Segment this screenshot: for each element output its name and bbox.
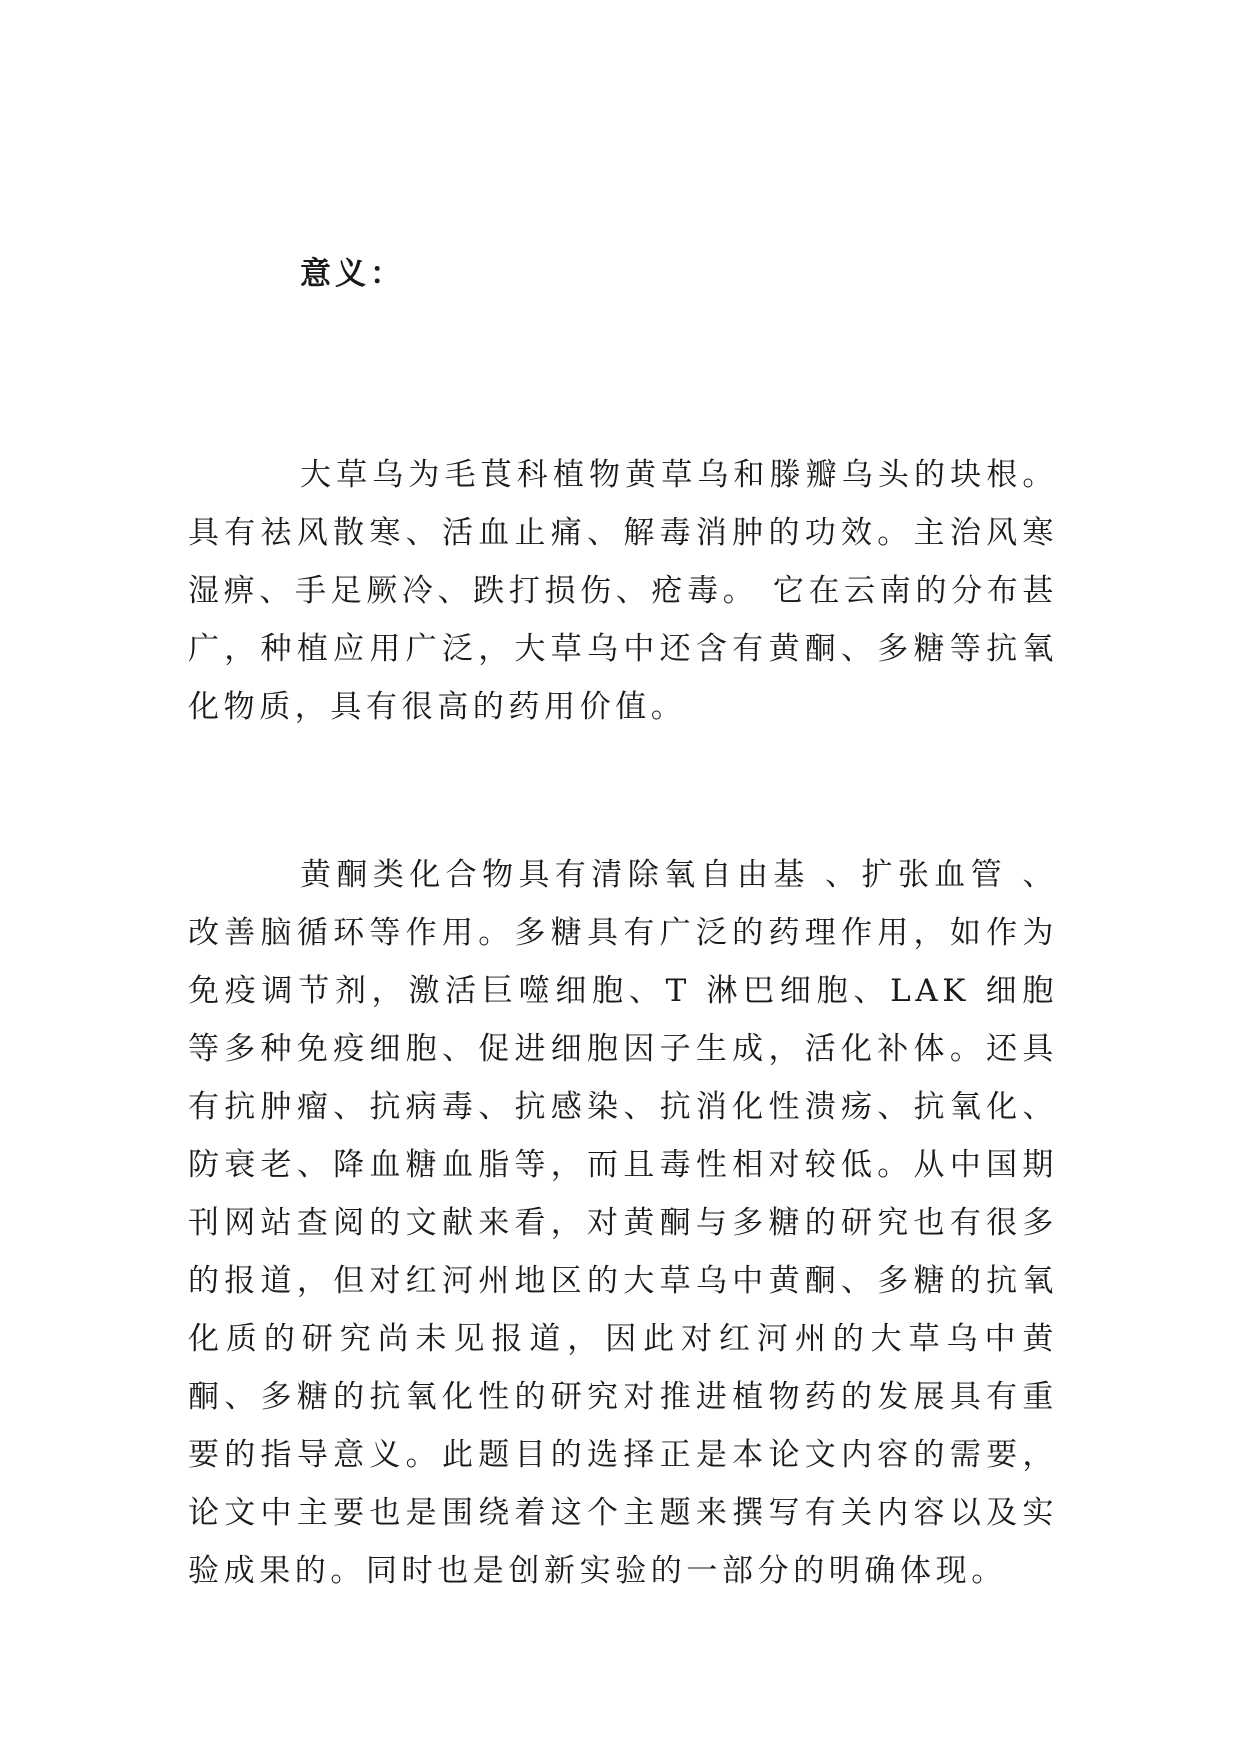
paragraph-1: 大草乌为毛茛科植物黄草乌和滕瓣乌头的块根。具有祛风散寒、活血止痛、解毒消肿的功效。主治风寒湿痹、手足厥冷、跌打损伤、疮毒。 它在云南的分布甚广，种植应用广泛，大草乌中还含有黄酮、多糖等抗氧化物质，具有很高的药用价值。 (188, 457, 1058, 725)
section-heading: 意义： (300, 256, 405, 292)
paragraph-2: 黄酮类化合物具有清除氧自由基 、扩张血管 、改善脑循环等作用。多糖具有广泛的药理作用，如作为免疫调节剂，激活巨噬细胞、T 淋巴细胞、LAK 细胞等多种免疫细胞、促进细胞因子生成，活化补体。还具有抗肿瘤、抗病毒、抗感染、抗消化性溃疡、抗氧化、防衰老、降血糖血脂等，而且毒性相对较低。从中国期刊网站查阅的文献来看，对黄酮与多糖的研究也有很多的报道，但对红河州地区的大草乌中黄酮、多糖的抗氧化质的研究尚未见报道，因此对红河州的大草乌中黄酮、多糖的抗氧化性的研究对推进植物药的发展具有重要的指导意义。此题目的选择正是本论文内容的需要，论文中主要也是围绕着这个主题来撰写有关内容以及实验成果的。同时也是创新实验的一部分的明确体现。 (188, 857, 1058, 1589)
